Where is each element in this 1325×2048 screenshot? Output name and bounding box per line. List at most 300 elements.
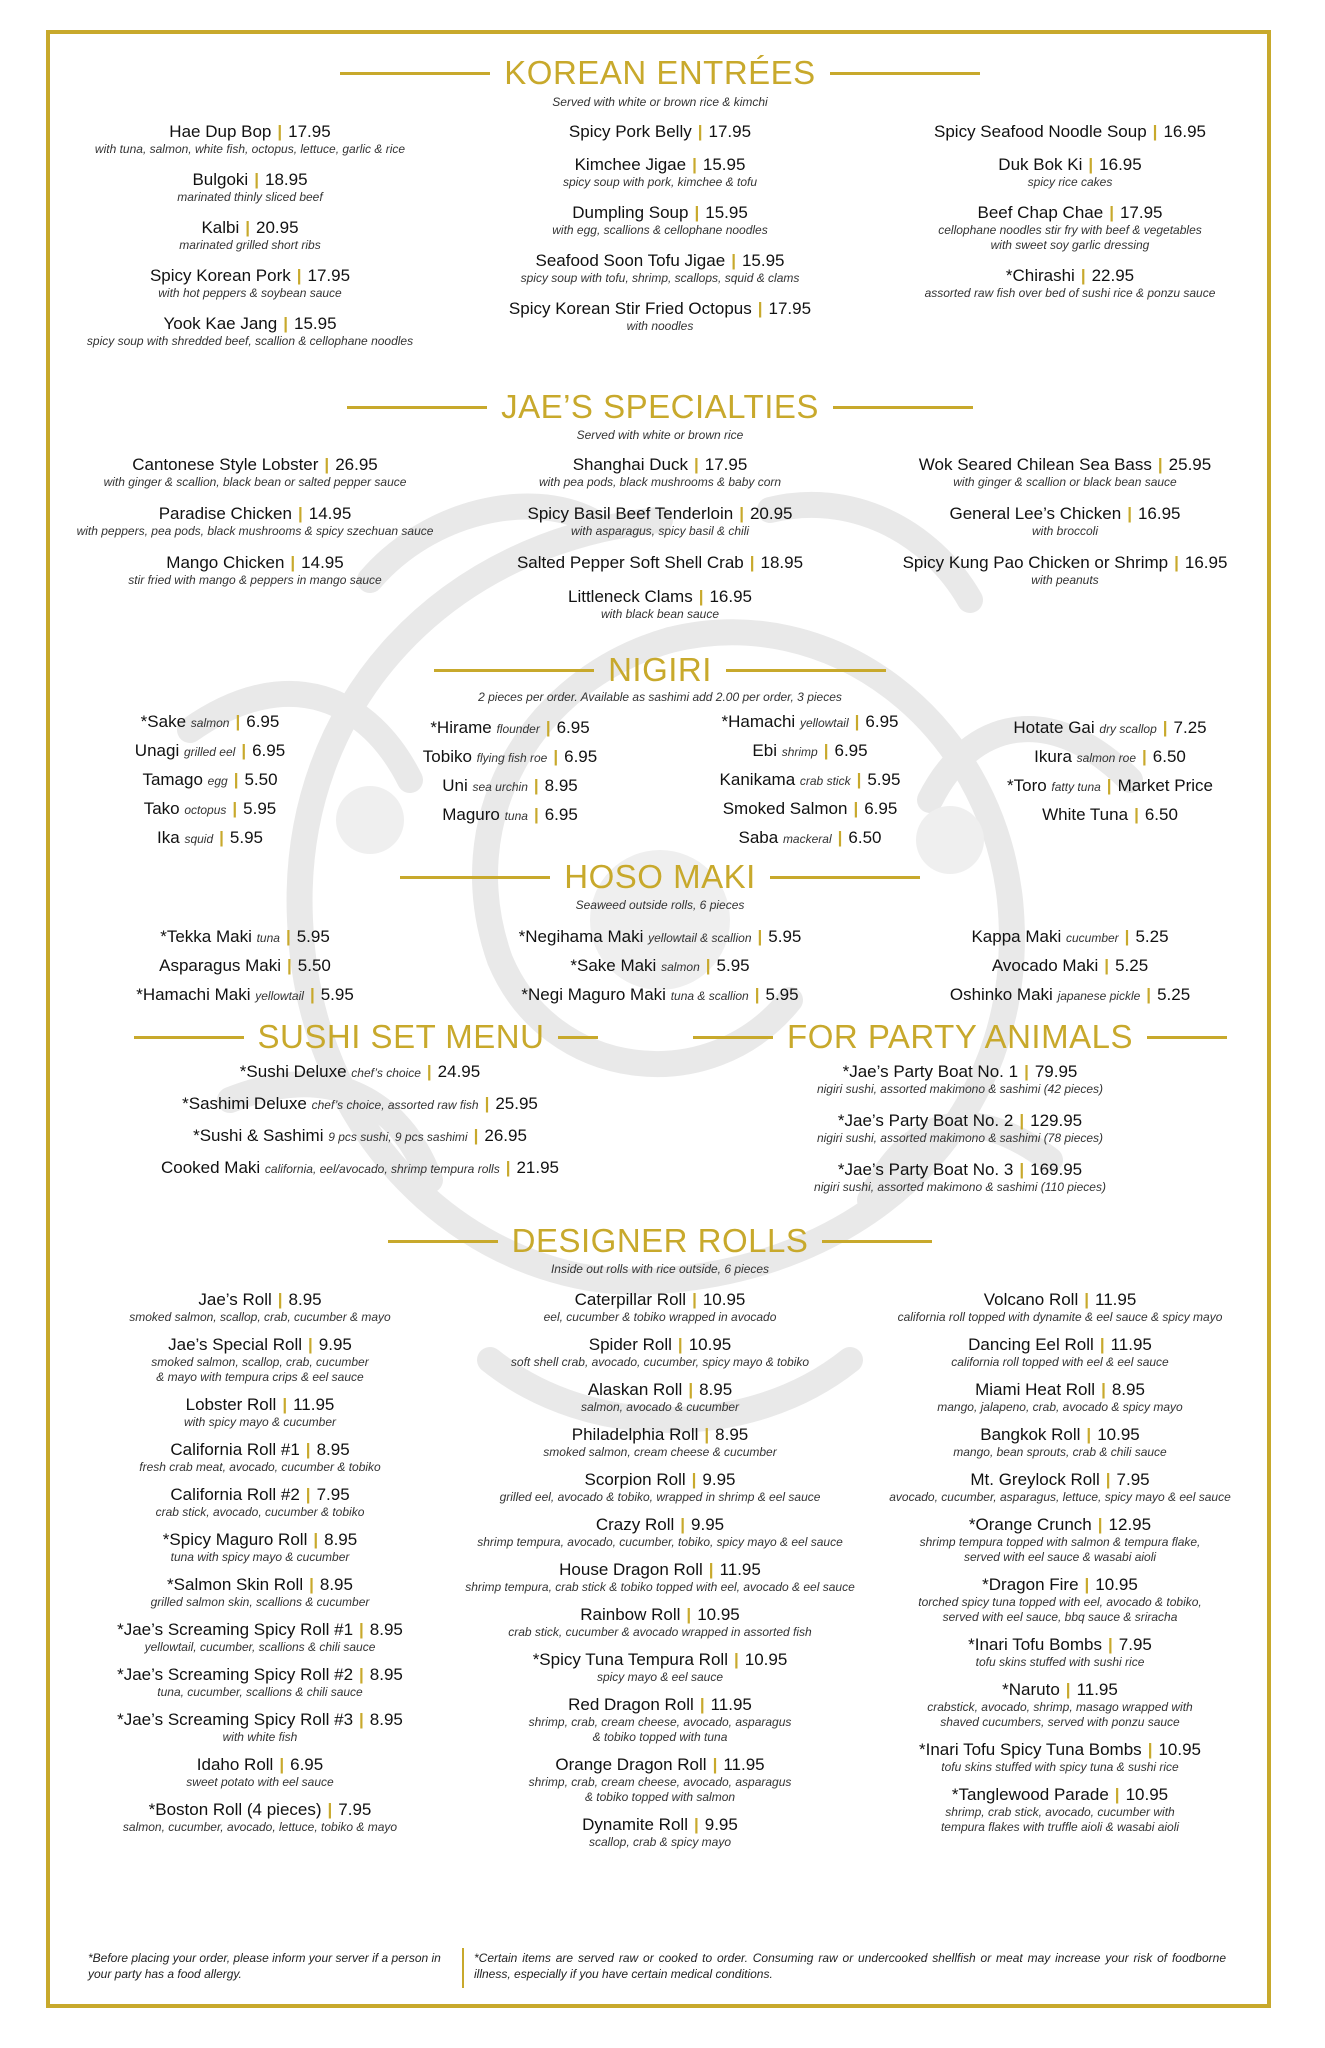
item-name: *Jae’s Screaming Spicy Roll #1: [117, 1620, 354, 1639]
item-price: 8.95: [324, 1530, 358, 1549]
item-description: with hot peppers & soybean sauce: [158, 286, 342, 300]
menu-item: [60, 553, 450, 588]
price-separator: |: [283, 314, 288, 333]
menu-item: [460, 251, 860, 286]
item-price: 18.95: [264, 170, 308, 189]
item-price: 6.95: [252, 741, 286, 760]
item-line: [460, 299, 860, 319]
header-rule: [434, 669, 594, 672]
item-line: [460, 1605, 860, 1625]
item-price: 11.95: [293, 1395, 335, 1414]
item-name: Ikura: [1034, 747, 1072, 766]
item-line: [470, 553, 850, 573]
item-price: 8.95: [369, 1710, 403, 1729]
price-separator: |: [1134, 805, 1139, 824]
price-separator: |: [1114, 1785, 1120, 1804]
item-price: 8.95: [699, 1380, 733, 1399]
menu-item: [60, 504, 450, 539]
item-line: [460, 1425, 860, 1445]
item-price: 5.95: [867, 770, 901, 789]
item-name: *Salmon Skin Roll: [167, 1575, 304, 1594]
price-separator: |: [854, 712, 860, 731]
korean-col-mid: [460, 122, 860, 347]
item-price: 17.95: [708, 122, 752, 141]
item-price: 6.95: [864, 799, 898, 818]
item-line: [70, 828, 350, 848]
price-separator: |: [233, 770, 239, 789]
menu-item: [60, 266, 440, 301]
item-line: [460, 1560, 860, 1580]
item-note: octopus: [184, 803, 227, 817]
header-rule: [347, 406, 487, 409]
header-rule: [388, 1240, 498, 1243]
item-price: 9.95: [318, 1335, 352, 1354]
menu-item: [70, 770, 350, 790]
menu-item: [80, 927, 410, 947]
price-separator: |: [1105, 1470, 1111, 1489]
item-line: [60, 1530, 460, 1550]
item-price: 17.95: [288, 122, 331, 141]
item-line: [60, 553, 450, 573]
item-name: Dumpling Soup: [572, 203, 689, 222]
item-line: [460, 1515, 860, 1535]
item-price: 5.95: [768, 927, 802, 946]
item-note: california, eel/avocado, shrimp tempura rolls: [264, 1162, 500, 1176]
item-description: with egg, scallions & cellophane noodles: [552, 223, 768, 237]
price-separator: |: [232, 799, 238, 818]
item-line: [460, 251, 860, 271]
item-price: 17.95: [768, 299, 812, 318]
item-name: Beef Chap Chae: [977, 203, 1104, 222]
price-separator: |: [1108, 1635, 1113, 1654]
section-title: SUSHI SET MENU: [257, 1018, 545, 1055]
item-line: [370, 747, 650, 767]
item-note: salmon: [661, 960, 700, 974]
item-line: [370, 776, 650, 796]
price-separator: |: [692, 155, 697, 174]
item-price: 10.95: [1095, 1575, 1138, 1594]
item-name: Avocado Maki: [991, 956, 1099, 975]
price-separator: |: [473, 1126, 479, 1145]
item-line: [660, 770, 960, 790]
item-line: [460, 1335, 860, 1355]
item-note: grilled eel: [183, 745, 236, 759]
price-separator: |: [1174, 553, 1179, 572]
item-name: Miami Heat Roll: [975, 1380, 1096, 1399]
price-separator: |: [1157, 455, 1163, 474]
item-name: Red Dragon Roll: [568, 1695, 694, 1714]
item-price: 9.95: [704, 1815, 738, 1834]
item-line: [880, 122, 1260, 142]
item-price: 21.95: [516, 1158, 560, 1177]
item-description: salmon, avocado & cucumber: [580, 1400, 740, 1414]
menu-item: [860, 1515, 1260, 1565]
item-price: 79.95: [1034, 1062, 1078, 1081]
item-name: Spicy Seafood Noodle Soup: [934, 122, 1147, 141]
price-separator: |: [837, 828, 843, 847]
price-separator: |: [1019, 1160, 1025, 1179]
item-line: [470, 587, 850, 607]
item-line: [80, 1094, 640, 1114]
item-name: Ebi: [752, 741, 777, 760]
item-description: with peanuts: [1031, 573, 1099, 587]
designer-col-mid: [460, 1290, 860, 1860]
item-price: 8.95: [316, 1440, 350, 1459]
item-line: [60, 170, 440, 190]
item-description: shrimp, crab stick, avocado, cucumber with: [945, 1805, 1175, 1819]
price-separator: |: [1162, 718, 1168, 737]
item-name: *Boston Roll (4 pieces): [148, 1800, 322, 1819]
item-price: 11.95: [723, 1755, 765, 1774]
menu-item: [60, 122, 440, 157]
price-separator: |: [553, 747, 559, 766]
item-price: 26.95: [335, 455, 378, 474]
menu-item: [450, 985, 870, 1005]
item-description: & tobiko topped with salmon: [584, 1790, 736, 1804]
item-note: salmon: [190, 716, 230, 730]
item-price: 7.95: [316, 1485, 350, 1504]
item-name: Rainbow Roll: [580, 1605, 681, 1624]
item-line: [450, 927, 870, 947]
item-name: Asparagus Maki: [159, 956, 282, 975]
menu-item: [900, 956, 1240, 976]
item-description: california roll topped with dynamite & eel sauce & spicy mayo: [897, 1310, 1223, 1324]
item-line: [60, 122, 440, 142]
item-line: [900, 927, 1240, 947]
item-description: soft shell crab, avocado, cucumber, spicy mayo & tobiko: [510, 1355, 810, 1369]
item-price: 16.95: [1163, 122, 1206, 141]
price-separator: |: [1065, 1680, 1071, 1699]
item-price: 10.95: [697, 1605, 740, 1624]
menu-item: [460, 155, 860, 190]
price-separator: |: [856, 770, 862, 789]
item-price: 8.95: [369, 1620, 403, 1639]
menu-item: [470, 504, 850, 539]
nigiri-col-4: [960, 718, 1260, 834]
item-description: shrimp tempura topped with salmon & tempura flake,: [919, 1535, 1201, 1549]
menu-item: [660, 770, 960, 790]
header-rule: [833, 406, 973, 409]
menu-item: [370, 718, 650, 738]
menu-item: [860, 1380, 1260, 1415]
price-separator: |: [731, 251, 736, 270]
price-separator: |: [749, 553, 755, 572]
item-description: crab stick, avocado, cucumber & tobiko: [155, 1505, 365, 1519]
item-description: shrimp, crab, cream cheese, avocado, asparagus: [528, 1715, 792, 1729]
price-separator: |: [1088, 155, 1094, 174]
price-separator: |: [712, 1755, 718, 1774]
item-price: 14.95: [301, 553, 344, 572]
item-description: mango, jalapeno, crab, avocado & spicy mayo: [937, 1400, 1183, 1414]
item-description: nigiri sushi, assorted makimono & sashimi (42 pieces): [816, 1082, 1104, 1096]
item-price: 6.50: [1144, 805, 1178, 824]
menu-item: [860, 1335, 1260, 1370]
price-separator: |: [324, 455, 330, 474]
item-name: *Toro: [1007, 776, 1047, 795]
price-separator: |: [1097, 1515, 1103, 1534]
item-description: smoked salmon, scallop, crab, cucumber & mayo: [129, 1310, 391, 1324]
section-subtitle: Seaweed outside rolls, 6 pieces: [575, 898, 745, 912]
item-name: *Jae’s Party Boat No. 2: [837, 1111, 1014, 1130]
item-note: tuna & scallion: [670, 989, 749, 1003]
price-separator: |: [1142, 747, 1147, 766]
menu-item: [860, 1680, 1260, 1730]
price-separator: |: [309, 985, 315, 1004]
item-description: with pea pods, black mushrooms & baby corn: [538, 475, 782, 489]
item-name: *Sushi Deluxe: [239, 1062, 347, 1081]
price-separator: |: [1084, 1575, 1090, 1594]
item-description: torched spicy tuna topped with eel, avocado & tobiko,: [918, 1595, 1202, 1609]
menu-item: [870, 455, 1260, 490]
specialties-col-left: [60, 455, 450, 602]
item-name: *Jae’s Party Boat No. 1: [842, 1062, 1019, 1081]
item-name: Orange Dragon Roll: [555, 1755, 707, 1774]
menu-item: [80, 1126, 640, 1146]
price-separator: |: [1019, 1111, 1025, 1130]
party-list: [720, 1062, 1200, 1209]
menu-item: [660, 799, 960, 819]
item-price: 10.95: [744, 1650, 788, 1669]
footer-divider: [462, 1948, 464, 1988]
item-description: served with eel sauce, bbq sauce & sriracha: [942, 1610, 1178, 1624]
menu-item: [470, 455, 850, 490]
item-line: [60, 1290, 460, 1310]
price-separator: |: [680, 1515, 686, 1534]
item-line: [460, 1815, 860, 1835]
menu-item: [460, 1560, 860, 1595]
item-name: Seafood Soon Tofu Jigae: [535, 251, 726, 270]
price-separator: |: [285, 927, 291, 946]
item-line: [80, 985, 410, 1005]
item-price: 5.95: [229, 828, 263, 847]
section-subtitle: Served with white or brown rice & kimchi: [552, 95, 768, 109]
menu-item: [860, 1635, 1260, 1670]
item-line: [460, 203, 860, 223]
item-line: [870, 504, 1260, 524]
price-separator: |: [505, 1158, 511, 1177]
item-description: marinated grilled short ribs: [179, 238, 321, 252]
item-price: 16.95: [1184, 553, 1228, 572]
item-name: Mt. Greylock Roll: [970, 1470, 1100, 1489]
item-line: [470, 504, 850, 524]
item-price: 16.95: [1099, 155, 1142, 174]
item-name: Maguro: [442, 805, 500, 824]
price-separator: |: [1086, 1425, 1092, 1444]
item-note: salmon roe: [1076, 751, 1137, 765]
price-separator: |: [1152, 122, 1158, 141]
item-price: 20.95: [749, 504, 793, 523]
item-line: [60, 1485, 460, 1505]
designer-header: [340, 1222, 980, 1260]
item-note: crab stick: [799, 774, 851, 788]
item-name: Tamago: [142, 770, 203, 789]
item-line: [70, 741, 350, 761]
menu-item: [660, 828, 960, 848]
price-separator: |: [359, 1710, 364, 1729]
price-separator: |: [754, 985, 760, 1004]
item-line: [60, 1665, 460, 1685]
nigiri-col-1: [70, 712, 350, 857]
item-line: [720, 1111, 1200, 1131]
item-name: *Jae’s Screaming Spicy Roll #2: [117, 1665, 354, 1684]
price-separator: |: [219, 828, 224, 847]
item-description: tofu skins stuffed with spicy tuna & sushi rice: [941, 1760, 1179, 1774]
item-name: Idaho Roll: [196, 1755, 274, 1774]
item-description: shrimp, crab, cream cheese, avocado, asparagus: [528, 1775, 792, 1789]
korean-col-left: [60, 122, 440, 362]
item-description: smoked salmon, scallop, crab, cucumber: [151, 1355, 369, 1369]
item-name: Bulgoki: [192, 170, 249, 189]
item-price: 26.95: [484, 1126, 527, 1145]
menu-item: [450, 956, 870, 976]
item-line: [370, 805, 650, 825]
item-line: [720, 1062, 1200, 1082]
price-separator: |: [697, 122, 703, 141]
price-separator: |: [309, 1575, 314, 1594]
menu-item: [900, 985, 1240, 1005]
item-price: 12.95: [1108, 1515, 1152, 1534]
item-name: Spicy Korean Stir Fried Octopus: [508, 299, 752, 318]
section-subtitle: Served with white or brown rice: [576, 428, 744, 442]
party-header: [690, 1018, 1230, 1056]
item-description: crabstick, avocado, shrimp, masago wrapped with: [927, 1700, 1193, 1714]
item-name: General Lee’s Chicken: [949, 504, 1122, 523]
menu-item: [60, 455, 450, 490]
item-name: Alaskan Roll: [587, 1380, 683, 1399]
item-description: avocado, cucumber, asparagus, lettuce, spicy mayo & eel sauce: [889, 1490, 1231, 1504]
item-price: 16.95: [1137, 504, 1181, 523]
item-description: tuna, cucumber, scallions & chili sauce: [157, 1685, 363, 1699]
allergy-notice: *Before placing your order, please inform your server if a person in your party has a food allergy.: [88, 1951, 441, 1981]
menu-item: [870, 504, 1260, 539]
menu-item: [460, 1335, 860, 1370]
menu-item: [880, 155, 1260, 190]
item-description: fresh crab meat, avocado, cucumber & tobiko: [139, 1460, 381, 1474]
price-separator: |: [1099, 1335, 1105, 1354]
item-line: [660, 741, 960, 761]
item-name: Lobster Roll: [185, 1395, 277, 1414]
price-separator: |: [235, 712, 241, 731]
price-separator: |: [1147, 1740, 1153, 1759]
item-description: shrimp tempura, crab stick & tobiko topped with eel, avocado & eel sauce: [465, 1580, 855, 1594]
menu-item: [80, 1062, 640, 1082]
menu-item: [70, 741, 350, 761]
menu-item: [460, 122, 860, 142]
price-separator: |: [677, 1335, 683, 1354]
menu-item: [460, 1515, 860, 1550]
item-line: [860, 1575, 1260, 1595]
item-price: 24.95: [437, 1062, 481, 1081]
item-price: 25.95: [1168, 455, 1212, 474]
item-name: Kanikama: [719, 770, 796, 789]
item-name: *Hamachi: [721, 712, 796, 731]
item-description: with asparagus, spicy basil & chili: [570, 524, 750, 538]
price-separator: |: [313, 1530, 319, 1549]
menu-item: [460, 299, 860, 334]
item-line: [860, 1740, 1260, 1760]
nigiri-col-3: [660, 712, 960, 857]
item-line: [60, 1575, 460, 1595]
item-price: 17.95: [1119, 203, 1163, 222]
item-description: yellowtail, cucumber, scallions & chili sauce: [144, 1640, 376, 1654]
header-rule: [830, 72, 980, 75]
item-description: spicy rice cakes: [1027, 175, 1113, 189]
sushiset-list: [80, 1062, 640, 1190]
menu-item: [370, 747, 650, 767]
price-separator: |: [245, 218, 251, 237]
item-description: & tobiko topped with tuna: [592, 1730, 728, 1744]
menu-item: [460, 1650, 860, 1685]
price-separator: |: [277, 1290, 283, 1309]
menu-item: [60, 1620, 460, 1655]
item-name: Uni: [442, 776, 468, 795]
item-description: served with eel sauce & wasabi aioli: [963, 1550, 1157, 1564]
item-name: House Dragon Roll: [559, 1560, 703, 1579]
item-name: *Jae’s Screaming Spicy Roll #3: [117, 1710, 354, 1729]
item-price: Market Price: [1117, 776, 1213, 795]
sushiset-header: [86, 1018, 646, 1056]
item-price: 11.95: [710, 1695, 752, 1714]
item-description: california roll topped with eel & eel sauce: [951, 1355, 1169, 1369]
item-price: 129.95: [1030, 1111, 1083, 1130]
item-line: [900, 956, 1240, 976]
item-price: 20.95: [256, 218, 299, 237]
item-line: [860, 1425, 1260, 1445]
item-line: [60, 266, 440, 286]
item-name: Bangkok Roll: [980, 1425, 1081, 1444]
price-separator: |: [739, 504, 744, 523]
item-line: [720, 1160, 1200, 1180]
item-description: & mayo with tempura crips & eel sauce: [156, 1370, 364, 1384]
menu-item: [460, 1755, 860, 1805]
item-name: *Spicy Maguro Roll: [162, 1530, 308, 1549]
price-separator: |: [686, 1605, 692, 1624]
item-line: [660, 799, 960, 819]
menu-item: [880, 266, 1260, 301]
item-price: 5.25: [1157, 985, 1191, 1004]
item-line: [460, 1650, 860, 1670]
item-name: Kappa Maki: [971, 927, 1062, 946]
item-line: [900, 985, 1240, 1005]
item-price: 15.95: [293, 314, 337, 333]
menu-item: [80, 985, 410, 1005]
item-name: Jae’s Roll: [198, 1290, 272, 1309]
item-description: with tuna, salmon, white fish, octopus, lettuce, garlic & rice: [94, 142, 406, 156]
item-note: chef’s choice: [351, 1066, 421, 1080]
item-line: [960, 776, 1260, 796]
item-line: [80, 956, 410, 976]
item-line: [60, 1710, 460, 1730]
korean-col-right: [880, 122, 1260, 314]
item-line: [880, 266, 1260, 286]
item-name: Spicy Korean Pork: [149, 266, 291, 285]
header-rule: [770, 876, 920, 879]
header-rule: [726, 669, 886, 672]
item-line: [60, 1800, 460, 1820]
price-separator: |: [757, 299, 763, 318]
item-line: [60, 1440, 460, 1460]
item-price: 9.95: [691, 1515, 725, 1534]
item-name: *Sushi & Sashimi: [193, 1126, 324, 1145]
specialties-col-mid: [470, 455, 850, 636]
menu-item: [660, 712, 960, 732]
item-description: spicy soup with pork, kimchee & tofu: [562, 175, 758, 189]
menu-item: [60, 1755, 460, 1790]
menu-item: [60, 1395, 460, 1430]
item-price: 10.95: [702, 1290, 746, 1309]
price-separator: |: [484, 1094, 490, 1113]
price-separator: |: [698, 587, 704, 606]
